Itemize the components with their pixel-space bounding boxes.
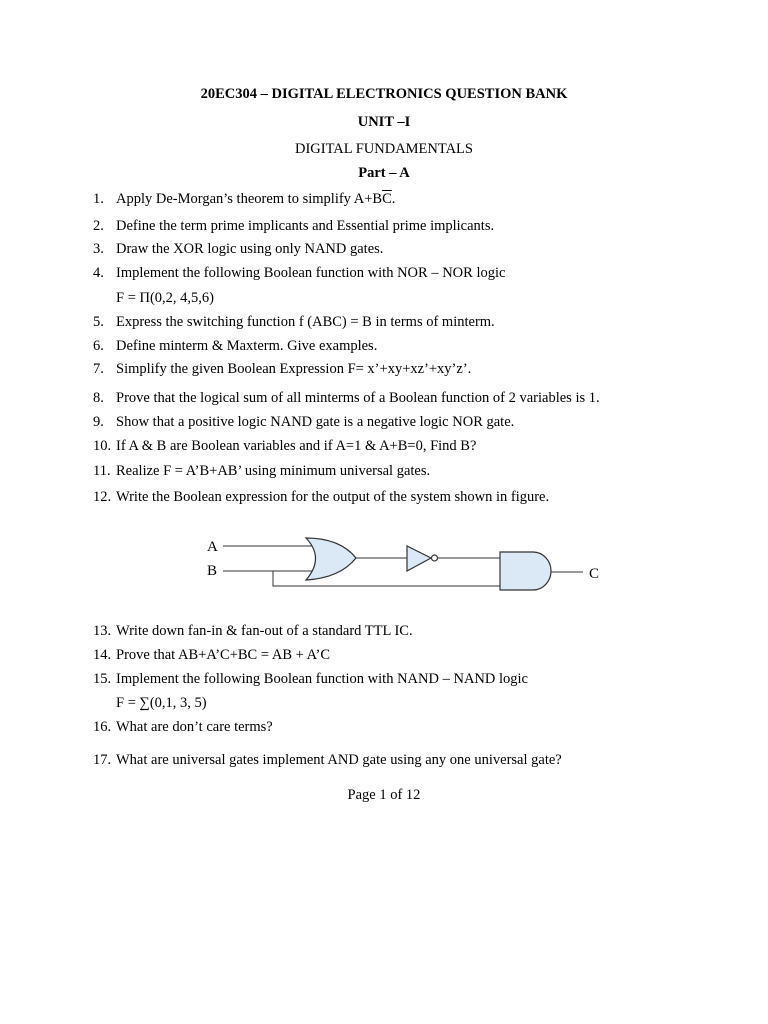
question-4 — [93, 265, 505, 282]
question-5 — [93, 314, 495, 331]
question-number: 11. — [93, 463, 111, 479]
page-number: Page 1 of 12 — [347, 787, 421, 803]
question-text: Draw the XOR logic using only NAND gates. — [116, 241, 384, 257]
question-15-formula: F = ∑(0,1, 3, 5) — [116, 695, 207, 711]
question-text: Implement the following Boolean function with NOR – NOR logic — [116, 265, 506, 281]
question-number: 12. — [93, 489, 112, 505]
part-heading: Part – A — [358, 165, 410, 181]
question-15 — [93, 671, 528, 688]
question-4-formula: F = Π(0,2, 4,5,6) — [116, 290, 214, 306]
question-17 — [93, 752, 562, 769]
or-gate-icon — [306, 538, 356, 580]
question-text: If A & B are Boolean variables and if A=1 & A+B=0, Find B? — [116, 438, 477, 454]
question-text-end: . — [391, 191, 396, 207]
question-3 — [93, 241, 383, 258]
question-9 — [93, 414, 514, 431]
question-11 — [93, 463, 430, 480]
question-text: Define the term prime implicants and Essential prime implicants. — [116, 218, 495, 234]
question-8 — [93, 390, 600, 407]
question-16 — [93, 719, 273, 736]
question-number: 8. — [93, 390, 104, 406]
question-text: Write down fan-in & fan-out of a standard TTL IC. — [116, 623, 413, 639]
unit-heading: UNIT –I — [357, 114, 411, 130]
question-number: 17. — [93, 752, 112, 768]
question-text: Prove that AB+A’C+BC = AB + A’C — [116, 647, 330, 663]
overline-term: $\overline{C}$ — [382, 191, 392, 207]
question-number: 15. — [93, 671, 112, 687]
question-text: Realize F = A’B+AB’ using minimum universal gates. — [116, 463, 431, 479]
question-text: Prove that the logical sum of all minterms of a Boolean function of 2 variables is 1. — [116, 390, 600, 406]
question-2 — [93, 218, 494, 235]
question-6 — [93, 338, 377, 355]
question-number: 9. — [93, 414, 104, 430]
question-text: What are universal gates implement AND gate using any one universal gate? — [116, 752, 562, 768]
question-text: Implement the following Boolean function with NAND – NAND logic — [116, 671, 528, 687]
question-7 — [93, 361, 471, 378]
question-text: Express the switching function f (ABC) = B in terms of minterm. — [116, 314, 495, 330]
logic-circuit-diagram — [200, 532, 620, 602]
question-14 — [93, 647, 330, 664]
question-13 — [93, 623, 413, 640]
question-number: 10. — [93, 438, 112, 454]
question-number: 3. — [93, 241, 104, 257]
question-number: 16. — [93, 719, 112, 735]
question-text: What are don’t care terms? — [116, 719, 273, 735]
input-b-label: B — [207, 563, 218, 579]
question-text: Define minterm & Maxterm. Give examples. — [116, 338, 378, 354]
output-c-label: C — [589, 566, 600, 582]
topic-heading: DIGITAL FUNDAMENTALS — [295, 141, 473, 157]
question-12 — [93, 489, 549, 506]
question-number: 7. — [93, 361, 104, 377]
question-number: 4. — [93, 265, 104, 281]
question-number: 14. — [93, 647, 112, 663]
question-text: Show that a positive logic NAND gate is a negative logic NOR gate. — [116, 414, 515, 430]
doc-title: 20EC304 – DIGITAL ELECTRONICS QUESTION BANK — [200, 86, 568, 102]
question-number: 5. — [93, 314, 104, 330]
question-text: Write the Boolean expression for the output of the system shown in figure. — [116, 489, 550, 505]
question-number: 2. — [93, 218, 104, 234]
question-number: 1. — [93, 191, 104, 207]
and-gate-icon — [500, 552, 551, 590]
not-gate-icon — [407, 546, 431, 571]
question-number: 6. — [93, 338, 104, 354]
input-a-label: A — [207, 539, 218, 555]
question-10 — [93, 438, 476, 455]
question-text: Simplify the given Boolean Expression F= x’+xy+xz’+xy’z’. — [116, 361, 472, 377]
question-number: 13. — [93, 623, 112, 639]
question-text: Apply De-Morgan’s theorem to simplify A+B — [116, 191, 383, 207]
question-1 — [93, 191, 395, 208]
not-bubble-icon — [432, 555, 438, 561]
